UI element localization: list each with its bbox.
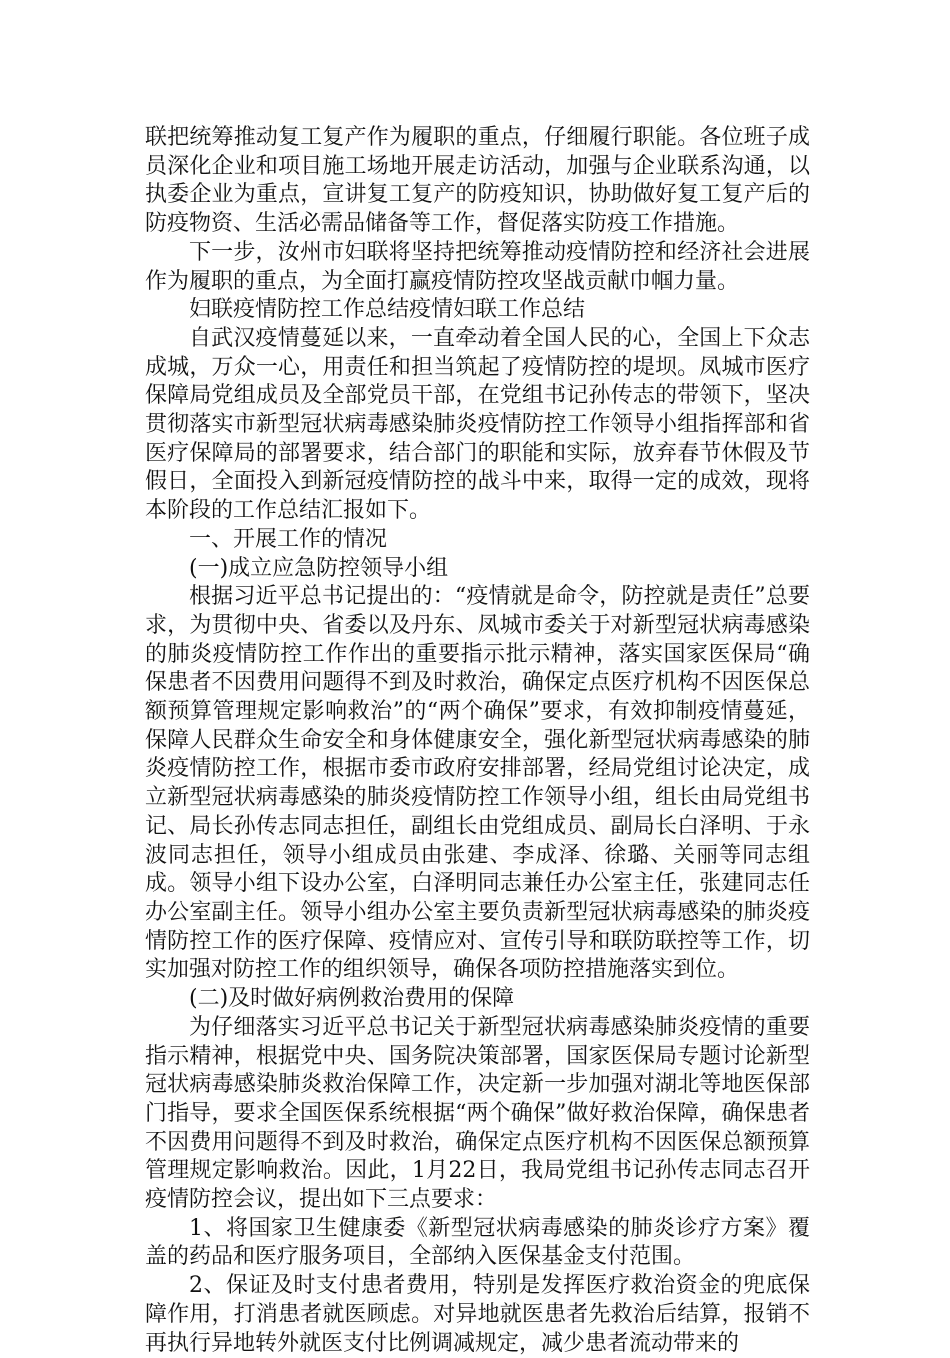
- heading-1: 一、开展工作的情况: [189, 526, 388, 552]
- list-item-1: 1、将国家卫生健康委《新型冠状病毒感染的肺炎诊疗方案》覆盖的药品和医疗服务项目，全部纳入医保基金支付范围。: [145, 1215, 810, 1270]
- paragraph-1: 联把统筹推动复工复产作为履职的重点，仔细履行职能。各位班子成员深化企业和项目施工场地开展走访活动，加强与企业联系沟通，以执委企业为重点，宣讲复工复产的防疫知识，协助做好复工复产后的防疫物资、生活必需品储备等工作，督促落实防疫工作措施。: [145, 125, 810, 237]
- subheading-1: (一)成立应急防控领导小组: [189, 555, 449, 581]
- paragraph-2: 下一步，汝州市妇联将坚持把统筹推动疫情防控和经济社会进展作为履职的重点，为全面打赢疫情防控攻坚战贡献巾帼力量。: [145, 239, 810, 294]
- list-item-2: 2、保证及时支付患者费用，特别是发挥医疗救治资金的兜底保障作用，打消患者就医顾虑。对异地就医患者先救治后结算，报销不再执行异地转外就医支付比例调减规定，减少患者流动带来的: [145, 1273, 810, 1356]
- paragraph-leadership-group: 根据习近平总书记提出的：“疫情就是命令，防控就是责任”总要求，为贯彻中央、省委以及丹东、凤城市委关于对新型冠状病毒感染的肺炎疫情防控工作作出的重要指示批示精神，落实国家医保局“确保患者不因费用问题得不到及时救治，确保定点医疗机构不因医保总额预算管理规定影响救治”的“两个确保”要求，有效抑制疫情蔓延，保障人民群众生命安全和身体健康安全，强化新型冠状病毒感染的肺炎疫情防控工作，根据市委市政府安排部署，经局党组讨论决定，成立新型冠状病毒感染的肺炎疫情防控工作领导小组，组长由局党组书记、局长孙传志同志担任，副组长由党组成员、副局长白泽明、于永波同志担任，领导小组成员由张建、李成泽、徐璐、关丽等同志组成。领导小组下设办公室，白泽明同志兼任办公室主任，张建同志任办公室副主任。领导小组办公室主要负责新型冠状病毒感染的肺炎疫情防控工作的医疗保障、疫情应对、宣传引导和联防联控等工作，切实加强对防控工作的组织领导，确保各项防控措施落实到位。: [145, 584, 810, 983]
- paragraph-treatment-guarantee: 为仔细落实习近平总书记关于新型冠状病毒感染肺炎疫情的重要指示精神，根据党中央、国务院决策部署，国家医保局专题讨论新型冠状病毒感染肺炎救治保障工作，决定新一步加强对湖北等地医保部门指导，要求全国医保系统根据“两个确保”做好救治保障，确保患者不因费用问题得不到及时救治，确保定点医疗机构不因医保总额预算管理规定影响救治。因此，1月22日，我局党组书记孙传志同志召开疫情防控会议，提出如下三点要求：: [145, 1014, 810, 1213]
- section-title: 妇联疫情防控工作总结疫情妇联工作总结: [189, 297, 586, 323]
- subheading-2: (二)及时做好病例救治费用的保障: [189, 986, 515, 1012]
- paragraph-intro: 自武汉疫情蔓延以来，一直牵动着全国人民的心，全国上下众志成城，万众一心，用责任和担当筑起了疫情防控的堤坝。凤城市医疗保障局党组成员及全部党员干部，在党组书记孙传志的带领下，坚决贯彻落实市新型冠状病毒感染肺炎疫情防控工作领导小组指挥部和省医疗保障局的部署要求，结合部门的职能和实际，放弃春节休假及节假日，全面投入到新冠疫情防控的战斗中来，取得一定的成效，现将本阶段的工作总结汇报如下。: [145, 325, 810, 524]
- document-page: [145, 124, 810, 1358]
